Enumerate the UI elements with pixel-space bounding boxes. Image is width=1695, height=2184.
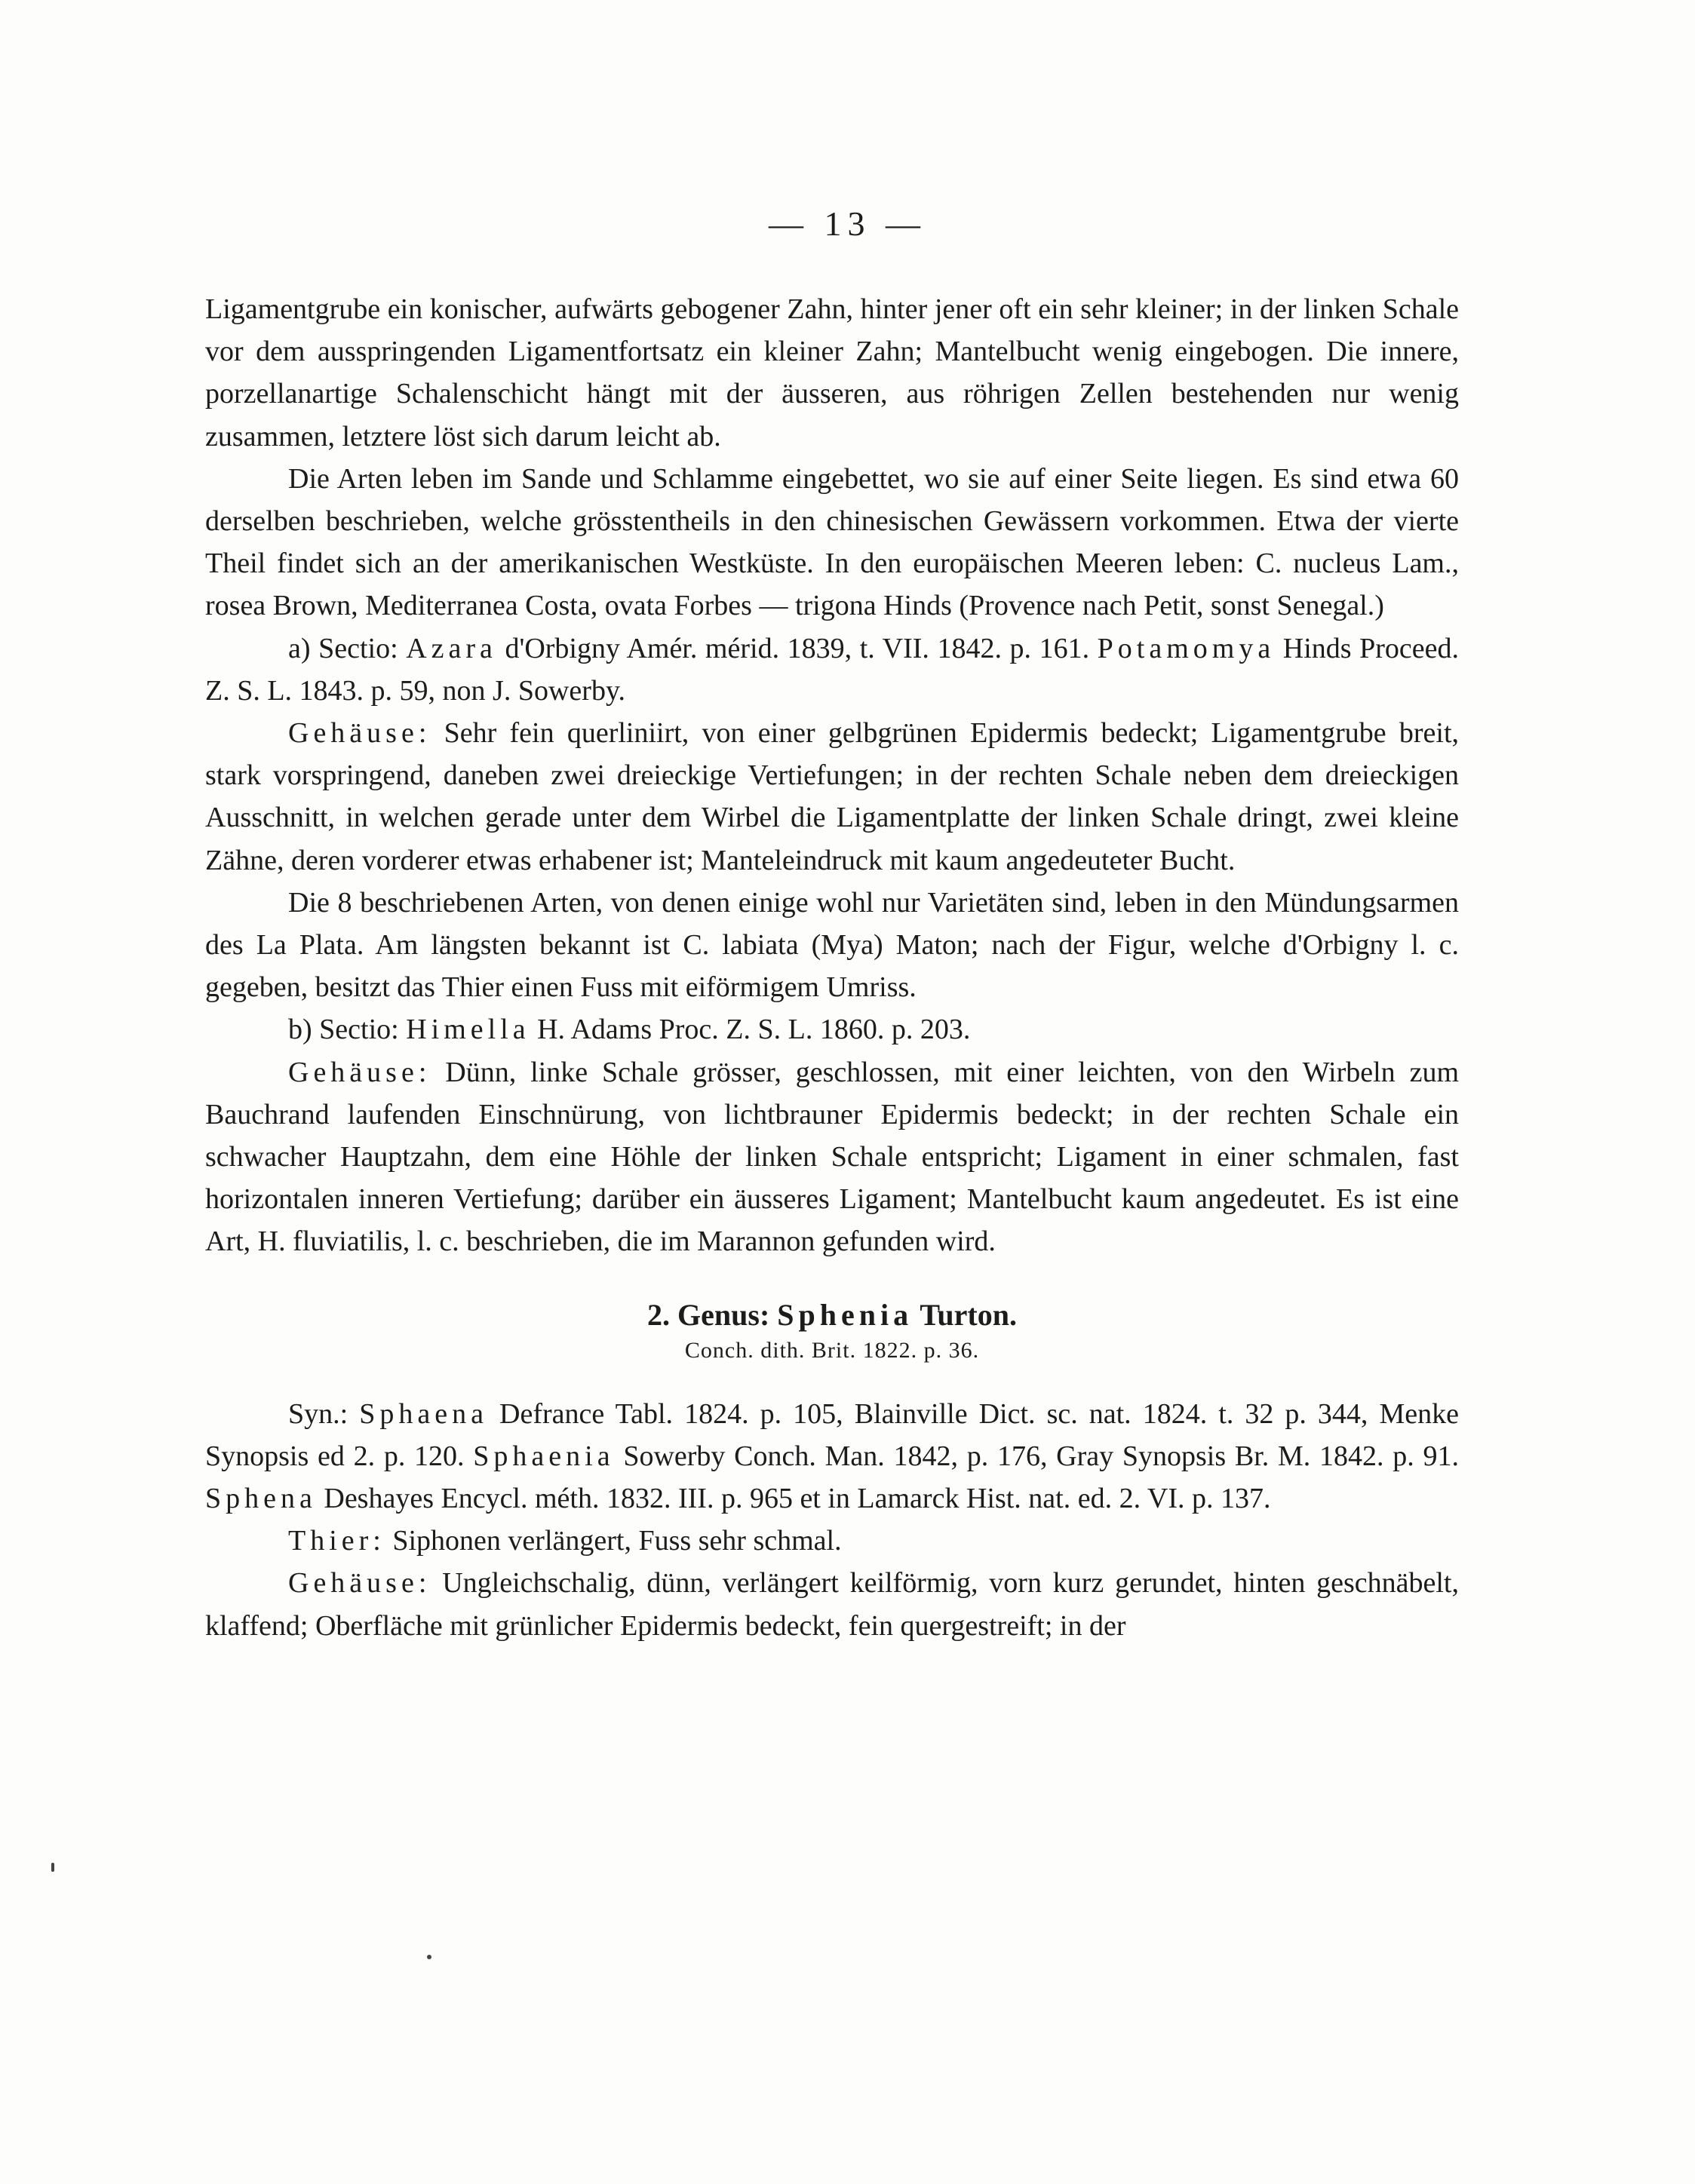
genus-author: Turton.: [913, 1297, 1017, 1332]
gehaeuse-sphenia-text: Ungleichschalig, dünn, verlängert keilförmig, vorn kurz gerundet, hinten geschnäbelt, klaffend; Oberfläche mit grünlicher Epidermis bedeckt, fein quergestreift; in der: [205, 1567, 1459, 1642]
paragraph-synonyms: [205, 1393, 1459, 1520]
paragraph-thier: [205, 1520, 1459, 1562]
himella-reference: H. Adams Proc. Z. S. L. 1860. p. 203.: [530, 1014, 971, 1046]
gehaeuse-himella-text: Dünn, linke Schale grösser, geschlossen, mit einer leichten, von den Wirbeln zum Bauchrand laufenden Einschnürung, von lichtbrauner Epidermis bedeckt; in der rechten Schale ein schwacher Hauptzahn, dem eine Höhle der linken Schale entspricht; Ligament in einer schmalen, fast horizontalen inneren Vertiefung; darüber ein äusseres Ligament; Mantelbucht kaum angedeutet. Es ist eine Art, H. fluviatilis, l. c. beschrieben, die im Marannon gefunden wird.: [205, 1056, 1459, 1258]
paragraph-gehaeuse-sphenia: [205, 1562, 1459, 1646]
paragraph-species-azara: Die 8 beschriebenen Arten, von denen einige wohl nur Varietäten sind, leben in den Mündungsarmen des La Plata. Am längsten bekannt ist C. labiata (Mya) Maton; nach der Figur, welche d'Orbigny l. c. gegeben, besitzt das Thier einen Fuss mit eiförmigem Umriss.: [205, 886, 1459, 1004]
paragraph-sectio-himella: [205, 1008, 1459, 1051]
taxon-azara: Azara: [406, 632, 497, 664]
paragraph-habitat: Die Arten leben im Sande und Schlamme eingebettet, wo sie auf einer Seite liegen. Es sind etwa 60 derselben beschrieben, welche grösstentheils in den chinesischen Gewässern vorkommen. Etwa der vierte Theil findet sich an der amerikanischen Westküste. In den europäischen Meeren leben: C. nucleus Lam., rosea Brown, Mediterranea Costa, ovata Forbes — trigona Hinds (Provence nach Petit, sonst Senegal.): [205, 462, 1459, 622]
sphaena-reference: Defrance Tabl. 1824. p. 105, Blainville Dict. sc. nat. 1824. t. 32 p. 344, Menke Synopsis ed 2. p. 120.: [205, 1397, 1459, 1472]
genus-heading: [205, 1296, 1459, 1334]
taxon-potamomya: Potamomya: [1097, 632, 1276, 664]
taxon-himella: Himella: [406, 1014, 530, 1046]
page-number: — 13 —: [769, 204, 926, 243]
taxon-sphaenia: Sphaenia: [473, 1440, 615, 1472]
body-text: [205, 288, 1459, 1647]
gehaeuse-azara-text: Sehr fein querliniirt, von einer gelbgrünen Epidermis bedeckt; Ligamentgrube breit, stark vorspringend, daneben zwei dreieckige Vertiefungen; in der rechten Schale neben dem dreieckigen Ausschnitt, in welchen gerade unter dem Wirbel die Ligamentplatte der linken Schale dringt, zwei kleine Zähne, deren vorderer etwas erhabener ist; Manteleindruck mit kaum angedeuteter Bucht.: [205, 717, 1459, 876]
term-gehaeuse: Gehäuse:: [288, 1056, 431, 1088]
paragraph-gehaeuse-azara: [205, 712, 1459, 882]
syn-label: Syn.:: [288, 1397, 360, 1430]
azara-reference: d'Orbigny Amér. mérid. 1839, t. VII. 1842. p. 161.: [496, 632, 1098, 664]
sphena-reference: Deshayes Encycl. méth. 1832. III. p. 965 et in Lamarck Hist. nat. ed. 2. VI. p. 137.: [316, 1483, 1271, 1515]
paper-speck: [51, 1863, 54, 1872]
paragraph-sectio-azara: [205, 627, 1459, 712]
term-gehaeuse: Gehäuse:: [288, 1567, 431, 1600]
taxon-sphena: Sphena: [205, 1483, 317, 1515]
taxon-sphaena: Sphaena: [359, 1397, 488, 1430]
term-gehaeuse: Gehäuse:: [288, 717, 431, 750]
paper-speck: [427, 1955, 431, 1959]
potamomya-reference: Hinds Proceed. Z. S. L. 1843. p. 59, non J. Sowerby.: [205, 632, 1459, 707]
sectio-label: b) Sectio:: [288, 1014, 407, 1046]
sphaenia-reference: Sowerby Conch. Man. 1842, p. 176, Gray Synopsis Br. M. 1842. p. 91.: [614, 1440, 1459, 1472]
genus-label: 2. Genus:: [647, 1297, 778, 1332]
taxon-sphenia: Sphenia: [777, 1297, 914, 1332]
term-thier: Thier:: [288, 1525, 385, 1557]
sectio-label: a) Sectio:: [288, 632, 407, 664]
paragraph-ligament-continuation: Ligamentgrube ein konischer, aufwärts gebogener Zahn, hinter jener oft ein sehr kleiner; in der linken Schale vor dem ausspringenden Ligamentfortsatz ein kleiner Zahn; Mantelbucht wenig eingebogen. Die innere, porzellanartige Schalenschicht hängt mit der äusseren, aus röhrigen Zellen bestehenden nur wenig zusammen, letztere löst sich darum leicht ab.: [205, 293, 1459, 452]
thier-text: Siphonen verlängert, Fuss sehr schmal.: [385, 1525, 842, 1557]
genus-reference: Conch. dith. Brit. 1822. p. 36.: [684, 1337, 980, 1363]
paragraph-gehaeuse-himella: [205, 1051, 1459, 1263]
